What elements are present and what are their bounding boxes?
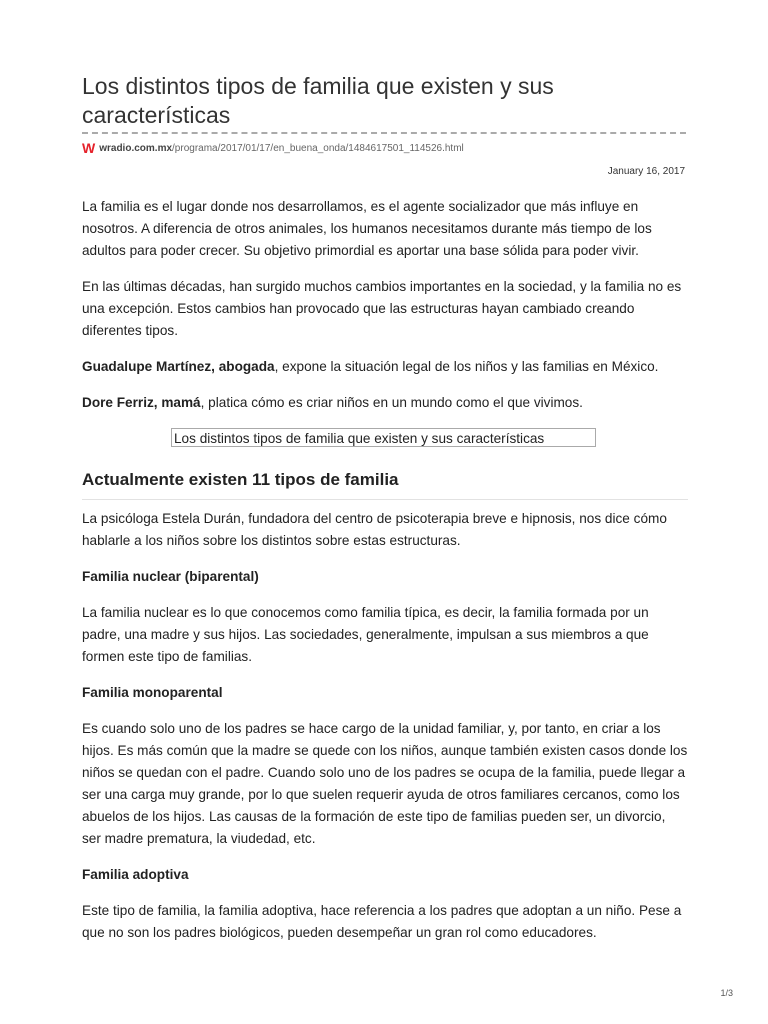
source-domain[interactable]: wradio.com.mx xyxy=(99,142,173,154)
embedded-media-caption[interactable]: Los distintos tipos de familia que existen y sus características xyxy=(171,428,596,447)
article-body xyxy=(82,196,688,958)
intro-paragraph-2: En las últimas décadas, han surgido muchos cambios importantes en la sociedad, y la familia no es una excepción. Estos cambios han provocado que las estructuras hayan cambiado creando diferentes tipos. xyxy=(82,279,682,338)
title-divider xyxy=(82,132,686,134)
section-intro: La psicóloga Estela Durán, fundadora del centro de psicoterapia breve e hipnosis, nos dice cómo hablarle a los niños sobre los distintos sobre estas estructuras. xyxy=(82,511,667,548)
publish-date: January 16, 2017 xyxy=(607,166,685,177)
type-text-nuclear: La familia nuclear es lo que conocemos como familia típica, es decir, la familia formada por un padre, una madre y sus hijos. Las sociedades, generalmente, impulsan a sus miembros a que formen este tipo de familias. xyxy=(82,605,649,664)
intro-paragraph-1: La familia es el lugar donde nos desarrollamos, es el agente socializador que más influye en nosotros. A diferencia de otros animales, los humanos necesitamos durante más tiempo de los adultos para poder crecer. Su objetivo primordial es aportar una base sólida para poder vivir. xyxy=(82,199,652,258)
guest-paragraph-1 xyxy=(82,356,688,378)
guest-paragraph-2 xyxy=(82,392,688,414)
guest-text-2: , platica cómo es criar niños en un mundo como el que vivimos. xyxy=(200,395,583,410)
type-text-monoparental: Es cuando solo uno de los padres se hace cargo de la unidad familiar, y, por tanto, en criar a los hijos. Es más común que la madre se quede con los niños, aunque también existen casos donde los niños se quedan con el padre. Cuando solo uno de los padres se ocupa de la familia, puede llegar a ser una carga muy grande, por lo que suelen requerir ayuda de otros familiares cercanos, como los abuelos de los hijos. Las causas de la formación de este tipo de familias pueden ser, un divorcio, ser madre prematura, la viudedad, etc. xyxy=(82,721,688,846)
page-title: Los distintos tipos de familia que existen y sus características xyxy=(82,73,554,128)
type-heading-nuclear: Familia nuclear (biparental) xyxy=(82,569,259,584)
guest-name-1: Guadalupe Martínez, abogada xyxy=(82,359,275,374)
type-text-adoptiva: Este tipo de familia, la familia adoptiva, hace referencia a los padres que adoptan a un niño. Pese a que no son los padres biológicos, pueden desempeñar un gran rol como educadores. xyxy=(82,903,682,940)
type-heading-monoparental: Familia monoparental xyxy=(82,685,223,700)
type-heading-adoptiva: Familia adoptiva xyxy=(82,867,189,882)
source-line xyxy=(82,142,464,154)
section-heading: Actualmente existen 11 tipos de familia xyxy=(82,469,688,500)
source-path[interactable]: /programa/2017/01/17/en_buena_onda/1484617501_114526.html xyxy=(172,142,464,154)
guest-text-1: , expone la situación legal de los niños y las familias en México. xyxy=(274,359,659,374)
wradio-logo-icon: W xyxy=(82,140,96,156)
guest-name-2: Dore Ferriz, mamá xyxy=(82,395,201,410)
page-number: 1/3 xyxy=(720,988,733,998)
